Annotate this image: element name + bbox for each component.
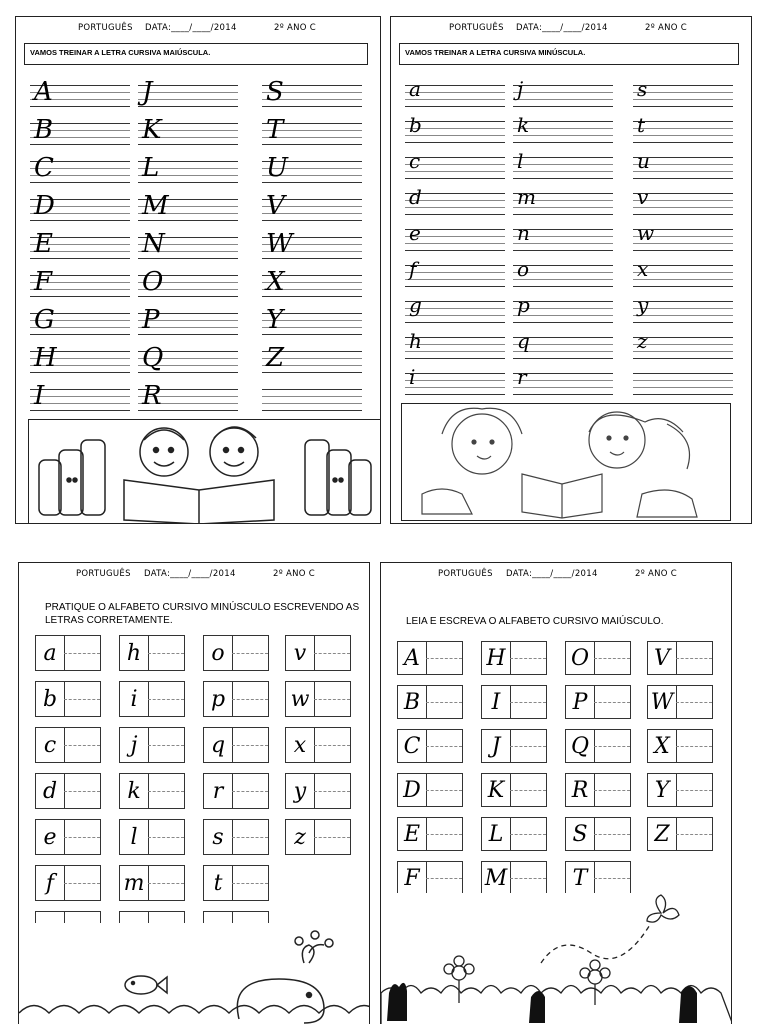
guide-line <box>633 142 733 143</box>
letter-practice-box <box>119 681 185 717</box>
subject-label: PORTUGUÊS <box>449 23 504 33</box>
letter-practice-box <box>119 727 185 763</box>
cursive-letter: y <box>293 779 307 804</box>
cursive-letter: z <box>637 329 648 353</box>
cursive-letter: Y <box>654 778 670 803</box>
guide-line <box>405 250 505 251</box>
practice-lines-area <box>391 75 752 405</box>
guide-line <box>405 142 505 143</box>
letter-practice-box <box>397 773 463 807</box>
guide-line <box>513 92 613 93</box>
letter-practice-box <box>481 861 547 895</box>
letter-practice-box <box>397 729 463 763</box>
cursive-letter: K <box>142 115 162 145</box>
cursive-letter: E <box>403 822 421 847</box>
cursive-letter: x <box>293 733 307 758</box>
guide-line <box>633 128 733 129</box>
letter-practice-box <box>119 819 185 855</box>
cursive-letter: v <box>637 185 649 209</box>
cursive-letter: k <box>517 113 530 137</box>
letter-practice-box <box>203 819 269 855</box>
box-midline <box>426 790 462 791</box>
cursive-letter: t <box>637 113 646 137</box>
cursive-letter: u <box>637 149 650 173</box>
cursive-letter: o <box>517 257 530 281</box>
cursive-letter: B <box>403 690 421 715</box>
letter-practice-box <box>565 685 631 719</box>
box-midline <box>148 745 184 746</box>
letter-practice-box <box>35 865 101 901</box>
guide-line <box>405 214 505 215</box>
letter-practice-box <box>647 685 713 719</box>
box-midline <box>676 746 712 747</box>
letter-practice-box <box>481 641 547 675</box>
guide-line <box>633 92 733 93</box>
cursive-letter: G <box>34 305 55 335</box>
letter-practice-box <box>35 681 101 717</box>
letter-practice-box <box>285 635 351 671</box>
cursive-letter: m <box>517 185 536 209</box>
guide-line <box>633 373 733 374</box>
letter-practice-box <box>119 635 185 671</box>
box-midline <box>510 834 546 835</box>
box-midline <box>314 699 350 700</box>
cursive-letter: H <box>486 646 506 671</box>
guide-line <box>513 214 613 215</box>
cursive-letter: J <box>491 734 501 759</box>
box-midline <box>510 702 546 703</box>
cursive-letter: T <box>266 115 284 145</box>
box-midline <box>314 745 350 746</box>
instruction-text: LEIA E ESCREVA O ALFABETO CURSIVO MAIÚSCULO. <box>406 616 664 627</box>
subject-label: PORTUGUÊS <box>76 569 131 579</box>
letter-boxes-area <box>19 635 370 965</box>
letter-practice-box <box>35 727 101 763</box>
cursive-letter: b <box>409 113 422 137</box>
guide-line <box>513 286 613 287</box>
cursive-letter: p <box>210 687 226 712</box>
kids-reading-illustration <box>28 419 381 524</box>
cursive-letter: X <box>654 734 670 759</box>
box-midline <box>232 883 268 884</box>
guide-line <box>633 394 733 395</box>
date-label: DATA:____/____/2014 <box>145 23 237 33</box>
box-midline <box>232 791 268 792</box>
guide-line <box>633 337 733 338</box>
guide-line <box>405 394 505 395</box>
box-midline <box>64 653 100 654</box>
box-midline <box>594 790 630 791</box>
guide-line <box>513 171 613 172</box>
box-midline <box>64 745 100 746</box>
guide-line <box>30 403 130 404</box>
guide-line <box>405 286 505 287</box>
box-midline <box>426 702 462 703</box>
cursive-letter: e <box>43 825 57 850</box>
box-midline <box>64 699 100 700</box>
letter-practice-box <box>397 861 463 895</box>
cursive-letter: c <box>43 733 57 758</box>
cursive-letter: l <box>517 149 524 173</box>
box-midline <box>148 653 184 654</box>
guide-line <box>513 85 613 86</box>
letter-practice-box <box>203 681 269 717</box>
guide-line <box>405 272 505 273</box>
cursive-letter: K <box>487 778 505 803</box>
letter-practice-box <box>285 681 351 717</box>
box-midline <box>510 790 546 791</box>
cursive-letter: k <box>127 779 141 804</box>
guide-line <box>138 106 238 107</box>
box-midline <box>510 878 546 879</box>
cursive-letter: M <box>142 191 169 221</box>
guide-line <box>138 99 238 100</box>
instruction-text: PRATIQUE O ALFABETO CURSIVO MINÚSCULO ESCREVENDO AS LETRAS CORRETAMENTE. <box>45 602 360 626</box>
letter-practice-box <box>119 865 185 901</box>
cursive-letter: N <box>142 229 165 259</box>
guide-line <box>405 265 505 266</box>
cursive-letter: Z <box>266 343 285 373</box>
guide-line <box>405 380 505 381</box>
letter-practice-box <box>285 727 351 763</box>
guide-line <box>405 106 505 107</box>
cursive-letter: q <box>517 329 530 353</box>
cursive-letter: s <box>212 825 224 850</box>
cursive-letter: D <box>403 778 421 803</box>
guide-line <box>513 373 613 374</box>
letter-practice-box <box>565 773 631 807</box>
guide-line <box>633 135 733 136</box>
letter-practice-box <box>565 861 631 895</box>
cursive-letter: i <box>409 365 416 389</box>
guide-line <box>633 99 733 100</box>
cursive-letter: h <box>409 329 422 353</box>
cursive-letter: P <box>572 690 588 715</box>
cursive-letter: x <box>637 257 649 281</box>
box-midline <box>676 834 712 835</box>
letter-practice-box <box>397 641 463 675</box>
guide-line <box>30 396 130 397</box>
letter-practice-box <box>481 685 547 719</box>
guide-line <box>262 389 362 390</box>
date-label: DATA:____/____/2014 <box>506 569 598 579</box>
cursive-letter: i <box>130 687 138 712</box>
cursive-letter: R <box>142 381 162 411</box>
guide-line <box>138 92 238 93</box>
cursive-letter: F <box>404 866 420 891</box>
instruction-box: VAMOS TREINAR A LETRA CURSIVA MAIÚSCULA. <box>24 43 368 65</box>
cursive-letter: s <box>637 77 648 101</box>
guide-line <box>633 380 733 381</box>
cursive-letter: p <box>517 293 530 317</box>
cursive-letter: e <box>409 221 421 245</box>
guide-line <box>633 85 733 86</box>
cursive-letter: C <box>403 734 421 759</box>
guide-line <box>513 142 613 143</box>
cursive-letter: O <box>142 267 164 297</box>
guide-line <box>262 396 362 397</box>
cursive-letter: M <box>484 866 508 891</box>
box-midline <box>676 702 712 703</box>
box-midline <box>64 837 100 838</box>
box-midline <box>64 883 100 884</box>
letter-practice-box <box>35 819 101 855</box>
box-midline <box>148 883 184 884</box>
guide-line <box>405 322 505 323</box>
box-midline <box>594 702 630 703</box>
letter-practice-box <box>119 773 185 809</box>
cursive-letter: O <box>570 646 590 671</box>
cursive-letter: J <box>142 77 153 107</box>
guide-line <box>405 373 505 374</box>
cursive-letter: I <box>491 690 501 715</box>
cursive-letter: g <box>409 293 422 317</box>
cursive-letter: A <box>34 77 53 107</box>
cursive-letter: E <box>34 229 53 259</box>
guide-line <box>633 344 733 345</box>
cursive-letter: Z <box>654 822 670 847</box>
letter-practice-box <box>647 817 713 851</box>
guide-line <box>513 164 613 165</box>
guide-line <box>513 380 613 381</box>
letter-practice-box <box>481 729 547 763</box>
box-midline <box>232 837 268 838</box>
guide-line <box>513 387 613 388</box>
cursive-letter: a <box>409 77 421 101</box>
letter-practice-box <box>397 817 463 851</box>
box-midline <box>64 791 100 792</box>
box-midline <box>594 658 630 659</box>
box-midline <box>594 834 630 835</box>
cursive-letter: q <box>210 733 226 758</box>
cursive-letter: m <box>123 871 145 896</box>
cursive-letter: C <box>34 153 54 183</box>
box-midline <box>232 699 268 700</box>
cursive-letter: a <box>43 641 57 666</box>
box-midline <box>314 653 350 654</box>
guide-line <box>633 250 733 251</box>
cursive-letter: l <box>130 825 138 850</box>
box-midline <box>510 658 546 659</box>
guide-line <box>633 106 733 107</box>
grade-label: 2º ANO C <box>645 23 688 33</box>
cursive-letter: d <box>409 185 422 209</box>
cursive-letter: y <box>637 293 649 317</box>
cursive-letter: j <box>130 733 138 758</box>
guide-line <box>633 214 733 215</box>
cursive-letter: r <box>517 365 527 389</box>
cursive-letter: w <box>290 687 310 712</box>
date-label: DATA:____/____/2014 <box>144 569 236 579</box>
box-midline <box>676 790 712 791</box>
letter-practice-box <box>203 865 269 901</box>
guide-line <box>138 85 238 86</box>
guide-line <box>633 358 733 359</box>
flowers-butterfly-illustration <box>381 893 732 1024</box>
cursive-letter: B <box>34 115 54 145</box>
guide-line <box>262 403 362 404</box>
letter-practice-box <box>203 727 269 763</box>
guide-line <box>30 389 130 390</box>
worksheet-uppercase-boxes <box>380 562 732 1024</box>
letter-practice-box <box>481 773 547 807</box>
cursive-letter: f <box>45 871 55 896</box>
guide-line <box>513 322 613 323</box>
cursive-letter: X <box>266 267 285 297</box>
cursive-letter: P <box>142 305 160 335</box>
cursive-letter: f <box>409 257 417 281</box>
box-midline <box>594 878 630 879</box>
cursive-letter: U <box>266 153 288 183</box>
guide-line <box>513 178 613 179</box>
cursive-letter: D <box>34 191 55 221</box>
practice-lines-area <box>16 75 381 420</box>
box-midline <box>314 837 350 838</box>
cursive-letter: V <box>266 191 285 221</box>
children-reading-illustration <box>401 403 731 521</box>
box-midline <box>426 878 462 879</box>
letter-practice-box <box>481 817 547 851</box>
box-midline <box>426 746 462 747</box>
cursive-letter: t <box>213 871 223 896</box>
box-midline <box>594 746 630 747</box>
guide-line <box>633 351 733 352</box>
cursive-letter: z <box>294 825 306 850</box>
box-midline <box>232 653 268 654</box>
box-midline <box>510 746 546 747</box>
letter-practice-box <box>203 773 269 809</box>
guide-line <box>405 178 505 179</box>
cursive-letter: L <box>142 153 160 183</box>
subject-label: PORTUGUÊS <box>78 23 133 33</box>
cursive-letter: Q <box>570 734 590 759</box>
worksheet-uppercase-lines <box>15 16 381 524</box>
letter-practice-box <box>285 773 351 809</box>
cursive-letter: v <box>293 641 307 666</box>
grade-label: 2º ANO C <box>274 23 317 33</box>
cursive-letter: V <box>654 646 670 671</box>
cursive-letter: c <box>409 149 421 173</box>
letter-practice-box <box>565 729 631 763</box>
cursive-letter: W <box>266 229 293 259</box>
guide-line <box>633 121 733 122</box>
cursive-letter: S <box>266 77 284 107</box>
cursive-letter: F <box>34 267 53 297</box>
cursive-letter: Y <box>266 305 284 335</box>
cursive-letter: j <box>517 77 524 101</box>
guide-line <box>513 157 613 158</box>
cursive-letter: w <box>637 221 655 245</box>
cursive-letter: S <box>572 822 588 847</box>
guide-line <box>513 99 613 100</box>
cursive-letter: T <box>572 866 588 891</box>
box-midline <box>314 791 350 792</box>
box-midline <box>426 658 462 659</box>
cursive-letter: W <box>650 690 674 715</box>
fish-whale-illustration <box>19 923 370 1024</box>
cursive-letter: n <box>517 221 530 245</box>
guide-line <box>513 106 613 107</box>
worksheet-lowercase-lines <box>390 16 752 524</box>
cursive-letter: h <box>126 641 142 666</box>
cursive-letter: A <box>404 646 420 671</box>
letter-practice-box <box>203 635 269 671</box>
letter-practice-box <box>35 773 101 809</box>
box-midline <box>148 791 184 792</box>
cursive-letter: R <box>571 778 589 803</box>
grade-label: 2º ANO C <box>635 569 678 579</box>
box-midline <box>148 699 184 700</box>
box-midline <box>426 834 462 835</box>
cursive-letter: r <box>212 779 224 804</box>
date-label: DATA:____/____/2014 <box>516 23 608 33</box>
guide-line <box>30 410 130 411</box>
guide-line <box>633 286 733 287</box>
worksheet-lowercase-boxes <box>18 562 370 1024</box>
guide-line <box>513 250 613 251</box>
cursive-letter: o <box>211 641 225 666</box>
guide-line <box>633 387 733 388</box>
guide-line <box>513 358 613 359</box>
cursive-letter: Q <box>142 343 164 373</box>
guide-line <box>633 178 733 179</box>
letter-practice-box <box>397 685 463 719</box>
guide-line <box>513 394 613 395</box>
grade-label: 2º ANO C <box>273 569 316 579</box>
letter-practice-box <box>647 641 713 675</box>
box-midline <box>148 837 184 838</box>
guide-line <box>633 322 733 323</box>
cursive-letter: I <box>34 381 45 411</box>
cursive-letter: H <box>34 343 57 373</box>
letter-practice-box <box>565 817 631 851</box>
instruction-box: VAMOS TREINAR A LETRA CURSIVA MINÚSCULA. <box>399 43 739 65</box>
guide-line <box>405 279 505 280</box>
letter-practice-box <box>647 729 713 763</box>
cursive-letter: b <box>42 687 58 712</box>
guide-line <box>262 410 362 411</box>
letter-practice-box <box>35 635 101 671</box>
guide-line <box>405 358 505 359</box>
guide-line <box>405 387 505 388</box>
letter-practice-box <box>565 641 631 675</box>
cursive-letter: L <box>488 822 504 847</box>
letter-practice-box <box>647 773 713 807</box>
box-midline <box>232 745 268 746</box>
cursive-letter: d <box>42 779 58 804</box>
box-midline <box>676 658 712 659</box>
subject-label: PORTUGUÊS <box>438 569 493 579</box>
letter-practice-box <box>285 819 351 855</box>
